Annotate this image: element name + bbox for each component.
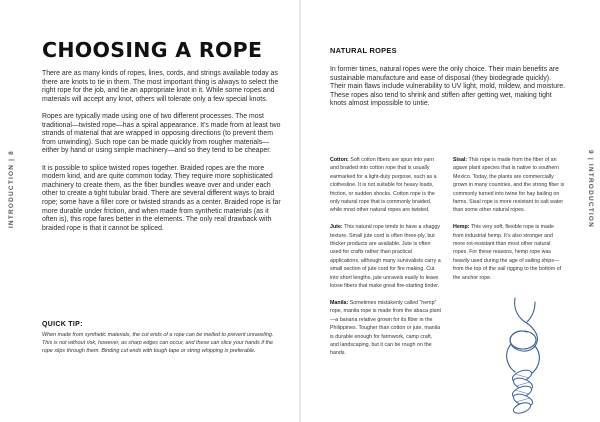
rope-term: Hemp: [453, 224, 470, 231]
rope-knot-illustration-icon [485, 296, 565, 414]
left-side-tab: INTRODUCTION | 8 [8, 150, 15, 229]
body-paragraph: It is possible to splice twisted ropes together. Braided ropes are the more modern kind, and are quite common today. They require more sophisticated machinery to create them, as the fiber bundles weave over and under each other to create a tight tubular braid. There are several different ways to braid rope; some have a filler core or twisted strands as a center. Braided rope is far more durable under friction, and when made from synthetic materials (as it often is), this rope fares better in the elements. The only real drawback with braided rope is that it cannot be spliced. [42, 164, 281, 232]
body-paragraph: Ropes are typically made using one of two different processes. The most traditional—twisted rope—has a spiral appearance. It’s made from at least two strands of material that are wrapped in opposing directions (to prevent them from unwinding). Such rope can be made quickly from rougher materials—either by hand or using simple machinery—and so they tend to be cheaper. [42, 112, 281, 155]
rope-description: This very soft, flexible rope is made from industrial hemp. It’s also stronger and more rot-resistant than most other natural ropes. For these reasons, hemp rope was heavily used during the age of sailing ships—from the top of the sail rigging to the bottom of the anchor rope. [453, 224, 562, 281]
quick-tip-title: QUICK TIP: [42, 321, 83, 328]
section-intro: In former times, natural ropes were the only choice. Their main benefits are sustainable manufacture and ease of disposal (they biodegrade quickly). Their main flaws include vulnerability to UV light, mold, mildew, and moisture. These ropes also tend to shrink and stiffen after getting wet, making tight knots almost impossible to untie. [330, 66, 566, 108]
rope-description: This rope is made from the fiber of an agave plant species that is native to southern Mexico. Today, the plants are commercially grown in many countries, and the strong fiber is commonly turned into twine for hay bailing on farms. Sisal rope is more resistant to salt water than some other natural ropes. [453, 157, 565, 214]
quick-tip-body: When made from synthetic materials, the cut ends of a rope can be melted to prevent unraveling. This is not without risk, however, as sharp edges can occur, and these can slice your hands if the rope slips through them. Binding cut ends with tough tape or string whipping is preferable. [42, 332, 274, 355]
body-paragraph: There are as many kinds of ropes, lines, cords, and strings available today as there are knots to tie in them. The most important thing is always to select the right rope for the job, and tie an appropriate knot in it. While some ropes and materials will accept any knot, others will tolerate only a few special knots. [42, 70, 279, 103]
rope-description: Sometimes mistakenly called “hemp” rope, manila rope is made from the abaca plant—a banana relative grown for its fiber in the Philippines. Tougher than cotton or jute, manila is durable enough for farmwork, camp craft, and landscaping, but it can be rough on the hands. [330, 299, 442, 357]
rope-term: Cotton: [330, 157, 349, 163]
rope-description: Soft cotton fibers are spun into yarn and braided into cotton rope that is usually earmarked for a light-duty purpose, such as a clothesline. It is not suitable for heavy loads, friction, or sudden shocks. Cotton rope is the only natural rope that is commonly braided, while most other natural ropes are twisted. [330, 157, 437, 214]
rope-term: Sisal: [453, 157, 468, 163]
quick-tip-box [42, 321, 280, 356]
rope-term: Jute: [330, 224, 343, 231]
rope-entry-manila [330, 299, 442, 358]
rope-entry-sisal [453, 156, 565, 215]
rope-types-column-1 [330, 156, 442, 366]
left-body-text [42, 70, 282, 242]
rope-entry-hemp [453, 223, 565, 282]
section-title: NATURAL ROPES [330, 46, 397, 55]
rope-entry-jute [330, 223, 442, 290]
left-page [0, 0, 299, 422]
page-title: CHOOSING A ROPE [42, 38, 263, 62]
rope-term: Manila: [330, 299, 349, 306]
rope-entry-cotton [330, 156, 442, 215]
rope-description: This natural rope tends to have a shaggy texture. Small jute cord is often three-ply, but thicker products are available. Jute is often used for crafts rather than practical applications, although many survivalists carry a small section of jute cord for fire making. Cut into short lengths, jute unravels easily to leave loose fibers that make great fire-starting tinder. [330, 224, 441, 290]
right-side-tab: 9 | INTRODUCTION [587, 150, 594, 229]
rope-types-column-2 [453, 156, 565, 290]
